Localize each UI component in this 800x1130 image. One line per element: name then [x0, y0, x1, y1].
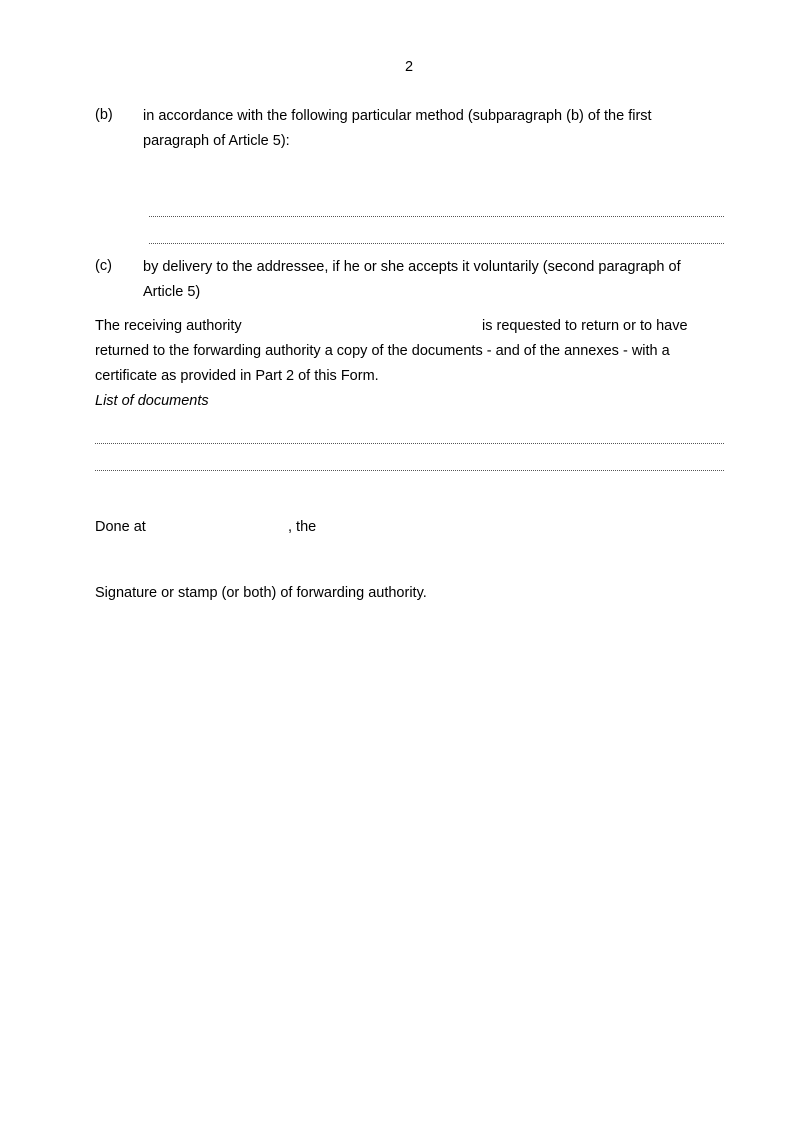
item-c-letter: (c)	[95, 258, 112, 274]
item-b-letter: (b)	[95, 107, 113, 123]
receiving-authority-label: The receiving authority	[95, 318, 242, 334]
receiving-authority-line2: returned to the forwarding authority a copy of the documents - and of the annexes - with a	[95, 343, 670, 359]
done-at-the-label: , the	[288, 519, 317, 535]
receiving-authority-field[interactable]	[252, 314, 474, 336]
done-at-date-field[interactable]	[324, 515, 484, 537]
receiving-authority-continuation: is requested to return or to have	[482, 318, 688, 334]
documents-fill-line-1[interactable]	[95, 443, 724, 444]
page-number: 2	[404, 59, 414, 75]
done-at-label: Done at	[95, 519, 146, 535]
documents-fill-line-2[interactable]	[95, 470, 724, 471]
item-b-fill-line-1[interactable]	[149, 216, 724, 217]
item-b-text-line2: paragraph of Article 5):	[143, 133, 290, 149]
signature-label: Signature or stamp (or both) of forwarding authority.	[95, 585, 427, 601]
item-c-text-line2: Article 5)	[143, 284, 201, 300]
receiving-authority-line3: certificate as provided in Part 2 of this Form.	[95, 368, 379, 384]
item-c-text-line1: by delivery to the addressee, if he or she accepts it voluntarily (second paragraph of	[143, 259, 681, 275]
done-at-place-field[interactable]	[152, 515, 284, 537]
item-b-text-line1: in accordance with the following particular method (subparagraph (b) of the first	[143, 108, 652, 124]
list-of-documents-heading: List of documents	[95, 393, 209, 409]
item-b-fill-line-2[interactable]	[149, 243, 724, 244]
